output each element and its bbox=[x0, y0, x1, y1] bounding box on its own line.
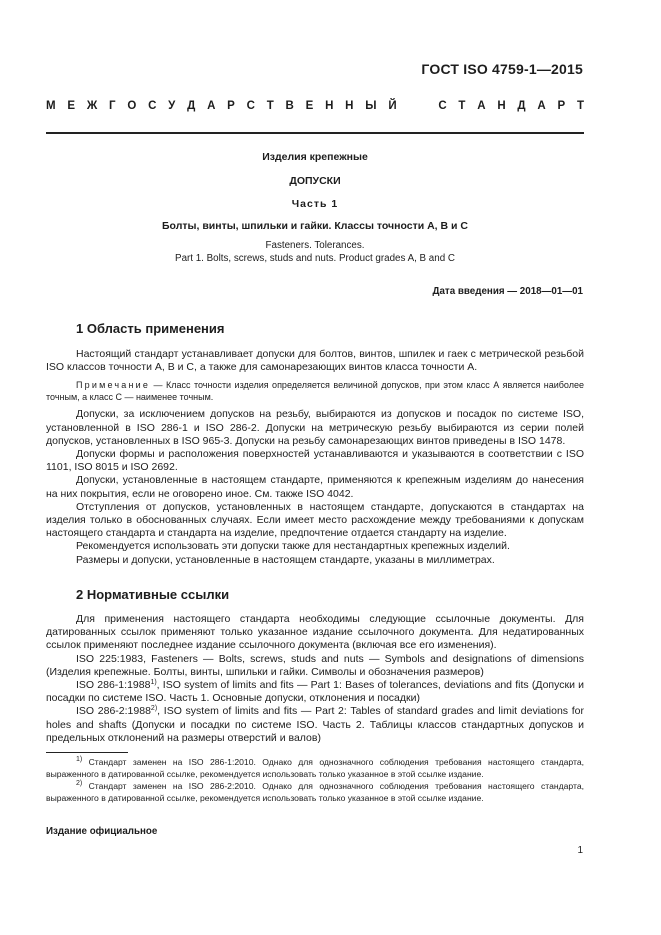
standard-number: ГОСТ ISO 4759-1—2015 bbox=[421, 61, 583, 77]
footnote-text: Стандарт заменен на ISO 286-1:2010. Однако для однозначного соблюдения требования настоящего стандарта, выраженного в датированной ссылке, рекомендуется использовать только указанное в этой ссылке издание. bbox=[46, 757, 584, 779]
footnote-text: Стандарт заменен на ISO 286-2:2010. Однако для однозначного соблюдения требования настоящего стандарта, выраженного в датированной ссылке, рекомендуется использовать только указанное в этой ссылке издание. bbox=[46, 781, 584, 803]
paragraph: Отступления от допусков, установленных в настоящем стандарте, допускаются в стандартах на изделия только в обоснованных случаях. Если имеет место расхождение между требованиями к допускам настоящего стандарта и стандарта на изделие, предпочтение отдается стандарту на изделие. bbox=[46, 500, 584, 540]
banner-letter: С bbox=[148, 100, 157, 112]
banner-letter: М bbox=[46, 100, 56, 112]
banner-letter: А bbox=[537, 100, 546, 112]
header-divider bbox=[46, 132, 584, 134]
paragraph: Для применения настоящего стандарта необходимы следующие ссылочные документы. Для датированных ссылок применяют только указанное издание ссылочного документа. Для недатированных ссылок применяют последнее издание ссылочного документа (включая все его изменения). bbox=[46, 613, 584, 652]
banner-letter: Й bbox=[388, 100, 397, 112]
reference-item: ISO 225:1983, Fasteners — Bolts, screws, studs and nuts — Symbols and designations of dimensions (Изделия крепежные. Болты, винты, шпильки и гайки. Символы и обозначения размеров) bbox=[46, 652, 584, 678]
banner-space bbox=[408, 100, 411, 112]
banner-letter: Р bbox=[557, 100, 566, 112]
banner-letter: Ы bbox=[365, 100, 377, 112]
subtitle: Болты, винты, шпильки и гайки. Классы точности А, В и С bbox=[162, 220, 468, 232]
footnote-marker[interactable]: 2) bbox=[150, 705, 158, 713]
banner-letter: Т bbox=[576, 100, 584, 112]
paragraph: Настоящий стандарт устанавливает допуски для болтов, винтов, шпилек и гаек с метрической резьбой ISO классов точности А, В и С, а также для самонарезающих винтов класса точности А. bbox=[46, 348, 584, 374]
section-1-body bbox=[46, 348, 584, 567]
note-label: Примечание bbox=[76, 380, 151, 391]
footnote-marker[interactable]: 1) bbox=[150, 679, 157, 687]
interstate-standard-banner bbox=[46, 100, 584, 112]
part-title: Часть 1 bbox=[291, 198, 339, 210]
section-1-heading: 1 Область применения bbox=[76, 321, 225, 336]
english-title-line2: Part 1. Bolts, screws, studs and nuts. Product grades A, B and C bbox=[175, 253, 455, 264]
note bbox=[46, 379, 584, 403]
reference-item bbox=[46, 679, 584, 705]
banner-letter: Е bbox=[67, 100, 76, 112]
note-text: — Класс точности изделия определяется величиной допусков, при этом класс А является наиболее точным, а класс С — наименее точным. bbox=[46, 380, 584, 403]
banner-letter: Р bbox=[227, 100, 235, 112]
paragraph: Допуски, установленные в настоящем стандарте, применяются к крепежным изделиям до нанесения на них покрытия, если не оговорено иное. См. также ISO 4042. bbox=[46, 474, 584, 500]
banner-letter: А bbox=[477, 100, 486, 112]
footnote bbox=[46, 756, 584, 780]
reference-item bbox=[46, 705, 584, 745]
product-group-title: Изделия крепежные bbox=[262, 151, 368, 163]
banner-letter: С bbox=[438, 100, 447, 112]
banner-letter: С bbox=[246, 100, 255, 112]
footnote-mark: 1) bbox=[76, 756, 83, 763]
official-edition-label: Издание официальное bbox=[46, 826, 158, 837]
banner-letter: Н bbox=[345, 100, 354, 112]
paragraph: Размеры и допуски, установленные в настоящем стандарте, указаны в миллиметрах. bbox=[76, 553, 495, 566]
reference-text: , ISO system of limits and fits — Part 2: Tables of standard grades and limit deviations for holes and shafts (Допуски и посадки по системе ISO. Часть 2. Таблицы классов стандартных допусков и предельных отклонений на размеры отверстий и валов) bbox=[46, 705, 584, 744]
banner-letter: Н bbox=[325, 100, 334, 112]
banner-letter: А bbox=[207, 100, 216, 112]
banner-letter: Г bbox=[109, 100, 116, 112]
banner-letter: Т bbox=[266, 100, 274, 112]
banner-letter: Н bbox=[497, 100, 506, 112]
english-title-line1: Fasteners. Tolerances. bbox=[265, 240, 365, 251]
reference-code: ISO 286-2:1988 bbox=[76, 705, 151, 718]
banner-letter: О bbox=[127, 100, 137, 112]
banner-letter: Д bbox=[187, 100, 196, 112]
banner-letter: Ж bbox=[86, 100, 98, 112]
paragraph: Допуски, за исключением допусков на резьбу, выбираются из допусков и посадок по системе ISO, установленной в ISO 286-1 и ISO 286-2. Допуски на метрическую резьбу выбираются из серии полей допусков, установленных в ISO 965-3. Допуски на резьбу самонарезающих винтов приведены в ISO 1478. bbox=[46, 408, 584, 447]
footnote-mark: 2) bbox=[76, 780, 83, 787]
section-2-body bbox=[46, 613, 584, 745]
banner-letter: Д bbox=[517, 100, 526, 112]
footnotes bbox=[46, 756, 584, 804]
banner-letter: У bbox=[168, 100, 176, 112]
section-2-heading: 2 Нормативные ссылки bbox=[76, 587, 230, 602]
footnote-divider bbox=[46, 752, 128, 753]
reference-code: ISO 286-1:1988 bbox=[76, 679, 151, 692]
paragraph: Допуски формы и расположения поверхностей устанавливаются и указываются в соответствии с ISO 1101, ISO 8015 и ISO 2692. bbox=[46, 448, 584, 474]
reference-text: , ISO system of limits and fits — Part 1: Bases of tolerances, deviations and fits (Допуски и посадки по системе ISO. Часть 1. Основные допуски, отклонения и посадки) bbox=[46, 679, 585, 705]
banner-letter: Е bbox=[305, 100, 314, 112]
footnote bbox=[46, 780, 584, 804]
introduction-date: Дата введения — 2018—01—01 bbox=[432, 286, 583, 297]
banner-space bbox=[423, 100, 426, 112]
paragraph: Рекомендуется использовать эти допуски также для нестандартных крепежных изделий. bbox=[76, 540, 510, 553]
banner-letter: В bbox=[285, 100, 294, 112]
banner-letter: Т bbox=[458, 100, 466, 112]
main-title: ДОПУСКИ bbox=[289, 175, 341, 187]
page-number: 1 bbox=[577, 845, 583, 856]
